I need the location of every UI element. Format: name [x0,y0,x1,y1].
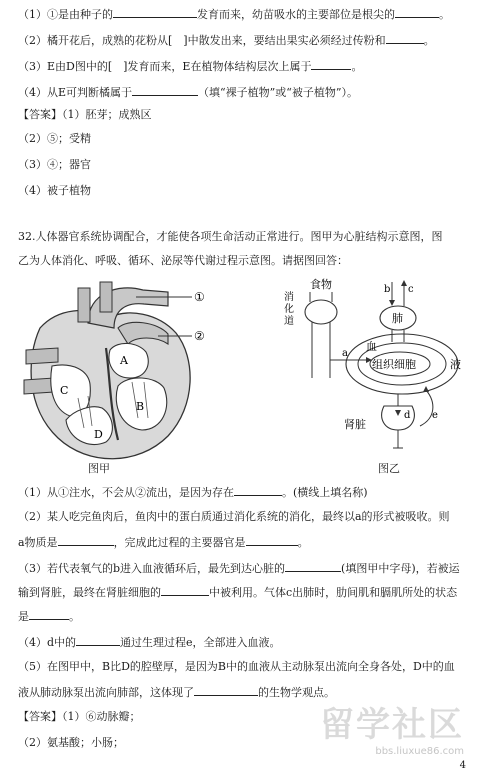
answer-blank[interactable] [113,6,197,18]
answer-blank[interactable] [234,484,282,496]
label-b: b [384,284,391,295]
chamber-label-C: C [60,384,69,397]
answer-tag: 【答案】 [18,108,62,121]
chamber-label-B: B [136,400,145,413]
q32-item-2-line-1: （2）某人吃完鱼肉后，鱼肉中的蛋白质通过消化系统的消化，最终以a的形式被吸收。则 [18,510,450,523]
q32-item-3-line-2: 输到肾脏，最终在肾脏细胞的 中被利用。气体c出肺时，肋间肌和膈肌所处的状态 [18,586,458,599]
answer-blank[interactable] [76,634,120,646]
q31-line-3: （3）E由D图中的[ ]发育而来，E在植物体结构层次上属于 。 [18,60,363,73]
label-c: c [408,284,414,295]
answer-tag: 【答案】 [18,710,62,723]
page-number: 4 [459,760,466,771]
pointer-label-2: ② [194,329,205,343]
q32-item-3-line-1: （3）若代表氧气的b进入血液循环后，最先到达心脏的 (填图甲中字母)，若被运 [18,562,460,575]
answer-blank[interactable] [132,84,198,96]
q31-answer-2: （2）⑤；受精 [18,132,91,145]
answer-blank[interactable] [29,608,69,620]
label-d: d [404,410,411,421]
label-digest-2: 化 [284,304,294,315]
answer-blank[interactable] [194,684,258,696]
heart-diagram [18,278,218,468]
q31-answer-4: （4）被子植物 [18,184,91,197]
label-digest-1: 消 [284,292,294,303]
q31-line-1: （1）①是由种子的 发育而来，幼苗吸水的主要部位是根尖的 。 [18,8,450,21]
label-food: 食物 [310,278,332,291]
label-fluid: 液 [450,358,461,371]
q32-answer-1: 【答案】（1）⑥动脉瓣； [18,710,141,723]
q31-answer-1: 【答案】（1）胚芽；成熟区 [18,108,152,121]
q32-intro-2: 乙为人体消化、呼吸、循环、泌尿等代谢过程示意图。请据图回答： [18,254,348,267]
answer-blank[interactable] [161,584,209,596]
label-e: e [432,410,438,421]
chamber-label-A: A [120,354,128,367]
q31-line-4: （4）从E可判断橘属于 （填“裸子植物”或“被子植物”）。 [18,86,359,99]
metabolism-diagram [280,278,470,456]
watermark [320,697,464,757]
watermark-title: 留学社区 [320,705,464,745]
q32-item-5-line-1: （5）在图甲中，B比D的腔壁厚，是因为B中的血液从主动脉泵出流向全身各处，D中的血 [18,660,455,673]
q32-item-3-line-3: 是 。 [18,610,80,623]
figure-2-caption: 图乙 [378,462,400,475]
watermark-url: bbs.liuxue86.com [375,746,464,757]
label-blood: 血 [366,340,377,353]
q32-item-2-line-2: a物质是 ，完成此过程的主要器官是 。 [18,536,309,549]
q32-item-5-line-2: 液从肺动脉泵出流向肺部，这体现了 的生物学观点。 [18,686,335,699]
q32-item-4: （4）d中的 通过生理过程e，全部进入血液。 [18,636,281,649]
label-a: a [342,348,348,359]
answer-blank[interactable] [386,32,424,44]
q32-intro-1: 32.人体器官系统协调配合，才能使各项生命活动正常进行。图甲为心脏结构示意图，图 [18,230,443,243]
figure-1-caption: 图甲 [88,462,110,475]
label-digest-3: 道 [284,316,294,327]
answer-blank[interactable] [311,58,351,70]
answer-blank[interactable] [246,534,298,546]
label-kidney: 肾脏 [344,418,366,431]
answer-blank[interactable] [58,534,114,546]
q32-item-1: （1）从①注水，不会从②流出，是因为存在 。(横线上填名称) [18,486,368,499]
answer-blank[interactable] [395,6,439,18]
label-tissue-cells: 组织细胞 [372,358,416,371]
q31-answer-3: （3）④；器官 [18,158,91,171]
q32-answer-2: （2）氨基酸；小肠； [18,736,124,749]
label-lung: 肺 [392,312,403,325]
chamber-label-D: D [94,428,103,441]
q31-line-2: （2）橘开花后，成熟的花粉从[ ]中散发出来，要结出果实必须经过传粉和 。 [18,34,435,47]
pointer-label-1: ① [194,290,205,304]
answer-blank[interactable] [285,560,341,572]
